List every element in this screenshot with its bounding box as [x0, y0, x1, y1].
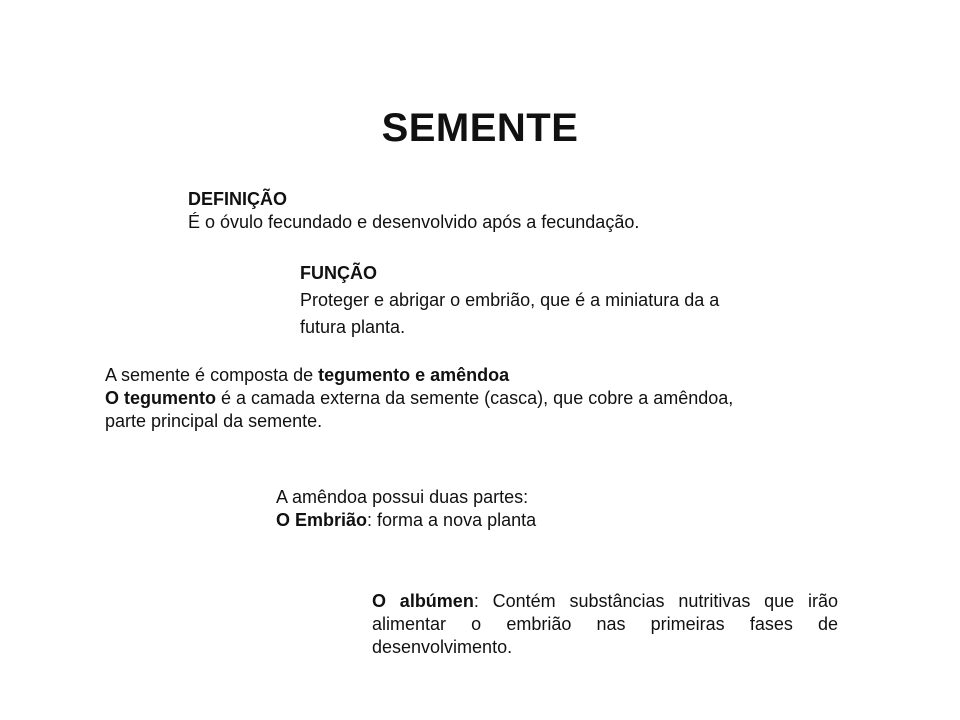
composition-intro: [105, 364, 885, 387]
tegumento-line: [105, 387, 885, 410]
definition-heading: DEFINIÇÃO: [188, 189, 287, 209]
composition-intro-text: A semente é composta de: [105, 365, 319, 385]
function-heading: FUNÇÃO: [300, 263, 377, 283]
amendoa-section: [276, 486, 796, 532]
function-section: [300, 260, 830, 341]
albumen-text: : Contém substâncias nutritivas que irão alimentar o embrião nas primeiras fases de desenvolvimento.: [372, 591, 838, 657]
composition-intro-bold: tegumento e amêndoa: [318, 365, 510, 385]
definition-text: É o óvulo fecundado e desenvolvido após a fecundação.: [188, 212, 640, 232]
slide-title: SEMENTE: [381, 106, 579, 150]
tegumento-line-2: parte principal da semente.: [105, 411, 323, 431]
tegumento-label: O tegumento: [105, 388, 216, 408]
function-text-line-1: Proteger e abrigar o embrião, que é a miniatura da a: [300, 290, 720, 310]
function-text-line-2: futura planta.: [300, 317, 406, 337]
amendoa-intro: A amêndoa possui duas partes:: [276, 487, 529, 507]
albumen-section: [372, 590, 838, 659]
embriao-label: O Embrião: [276, 510, 368, 530]
embriao-line: [276, 509, 796, 532]
definition-section: [188, 188, 788, 234]
composition-section: [105, 364, 885, 433]
albumen-label: O albúmen: [372, 591, 474, 611]
embriao-text: : forma a nova planta: [367, 510, 537, 530]
tegumento-text: é a camada externa da semente (casca), que cobre a amêndoa,: [216, 388, 734, 408]
